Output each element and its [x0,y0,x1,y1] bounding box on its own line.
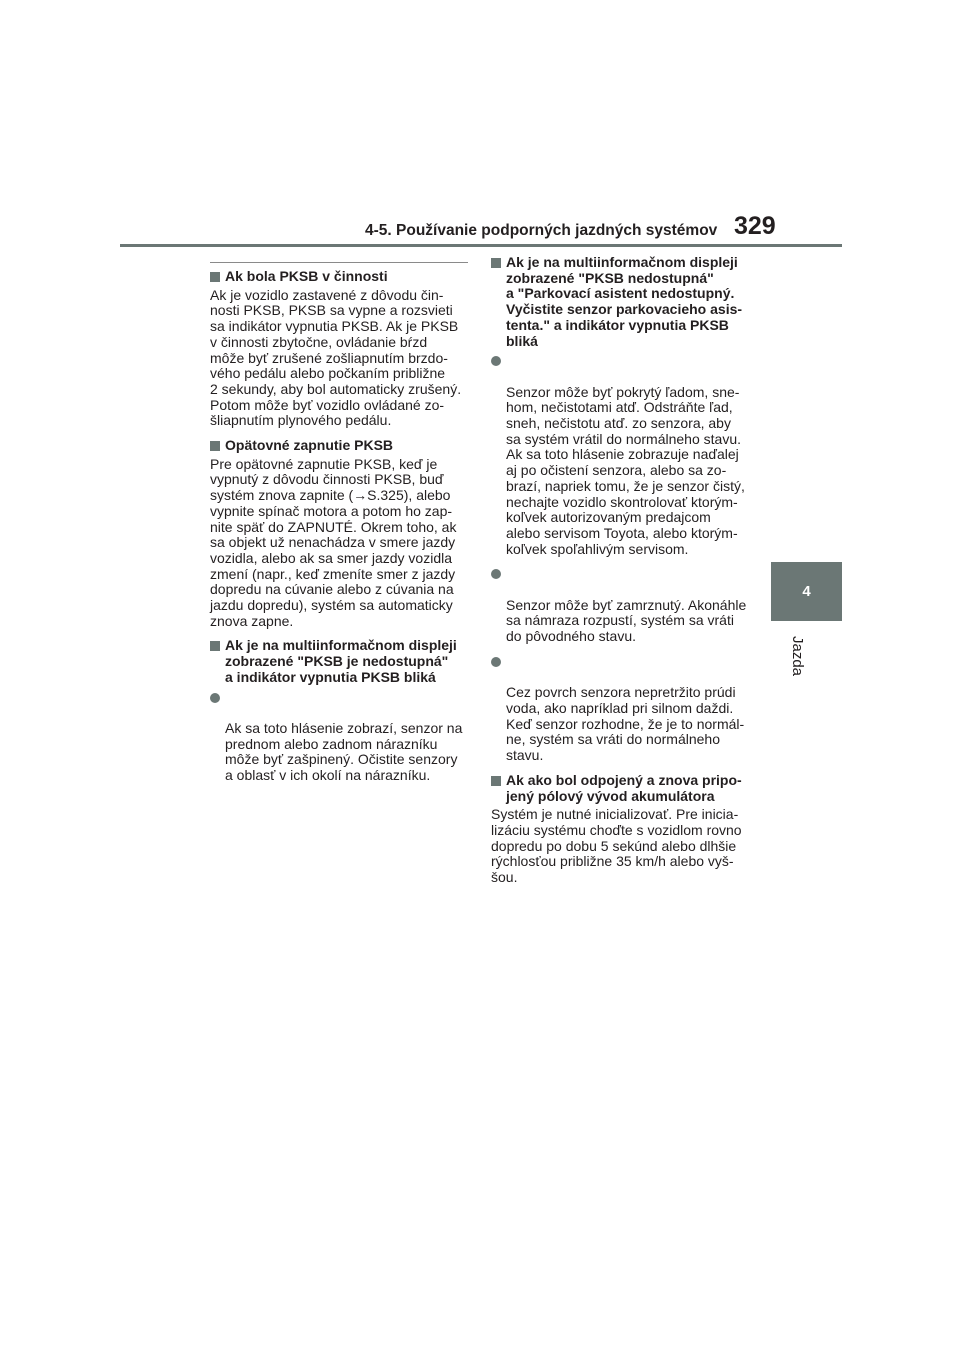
circle-bullet-icon [491,657,501,667]
right-column [491,255,749,895]
section-paragraph: Pre opätovné zapnutie PKSB, keď je vypnutý z dôvodu činnosti PKSB, buď systém znova zapnite (→S.325), alebo vypnite spínač motora a potom ho zap- nite späť do ZAPNUTÉ. Okrem toho, ak sa objekt už nenachádza v smere jazdy vozidla, alebo ak sa smer jazdy vozidla zmení (napr., keď zmeníte smer z jazdy dopredu na cúvanie alebo z cúvania na jazdu dopredu), systém sa automaticky znova zapne. [210,455,457,629]
square-bullet-icon [491,258,501,268]
chapter-name: Jazda [789,635,806,677]
list-item: Ak sa toto hlásenie zobrazí, senzor na prednom alebo zadnom nárazníku môže byť zašpinený. Očistite senzory a oblasť v ich okolí na nárazníku. [210,690,468,784]
column-divider [210,262,468,263]
page-number: 329 [734,212,776,240]
list-item: Senzor môže byť zamrznutý. Akonáhle sa námraza rozpustí, systém sa vráti do pôvodného stavu. [491,566,749,645]
square-bullet-icon [210,441,220,451]
square-bullet-icon [210,641,220,651]
list-item: Cez povrch senzora nepretržito prúdi voda, ako napríklad pri silnom daždi. Keď senzor rozhodne, že je to normál- ne, systém sa vráti do normálneho stavu. [491,654,749,764]
section-paragraph: Ak je vozidlo zastavené z dôvodu čin- nosti PKSB, PKSB sa vypne a rozsvieti sa indikátor vypnutia PKSB. Ak je PKSB v činnosti zbytočne, ovládanie bŕzd môže byť zrušené zošliapnutím brzdo- vého pedálu alebo počkaním približne 2 sekundy, aby bol automaticky zrušený. Potom môže byť vozidlo ovládané zo- šliapnutím plynového pedálu. [210,286,462,429]
list-item: Senzor môže byť pokrytý ľadom, sne- hom, nečistotami atď. Odstráňte ľad, sneh, nečistotu atď. zo senzora, aby sa systém vrátil do normálneho stavu. Ak sa toto hlásenie zobrazuje naďalej aj po očistení senzora, alebo sa zo- brazí, napriek tomu, že je senzor čistý, nechajte vozidlo skontrolovať ktorým- koľvek autorizovaným predajcom alebo servisom Toyota, alebo ktorým- koľvek spoľahlivým servisom. [491,353,749,557]
section-paragraph: Systém je nutné inicializovať. Pre inicia- lizáciu systému choďte s vozidlom rovno dopredu po dobu 5 sekúnd alebo dlhšie rýchlosťou približne 35 km/h alebo vyš- šou. [491,806,742,886]
section-heading: Ak ako bol odpojený a znova pripo- jený pólový vývod akumulátora [491,773,749,804]
square-bullet-icon [210,272,220,282]
chapter-number: 4 [802,583,811,600]
section-title: 4-5. Používanie podporných jazdných systémov [365,222,718,239]
section-heading: Ak bola PKSB v činnosti [210,269,468,285]
square-bullet-icon [491,776,501,786]
left-column [210,262,468,793]
circle-bullet-icon [210,693,220,703]
header-divider [120,244,842,247]
section-heading: Opätovné zapnutie PKSB [210,438,468,454]
section-heading: Ak je na multiinformačnom displeji zobrazené "PKSB nedostupná" a "Parkovací asistent nedostupný. Vyčistite senzor parkovacieho asis- tenta." a indikátor vypnutia PKSB bliká [491,255,749,349]
chapter-tab [771,562,842,621]
circle-bullet-icon [491,356,501,366]
section-heading: Ak je na multiinformačnom displeji zobrazené "PKSB je nedostupná" a indikátor vypnutia PKSB bliká [210,638,468,685]
circle-bullet-icon [491,569,501,579]
